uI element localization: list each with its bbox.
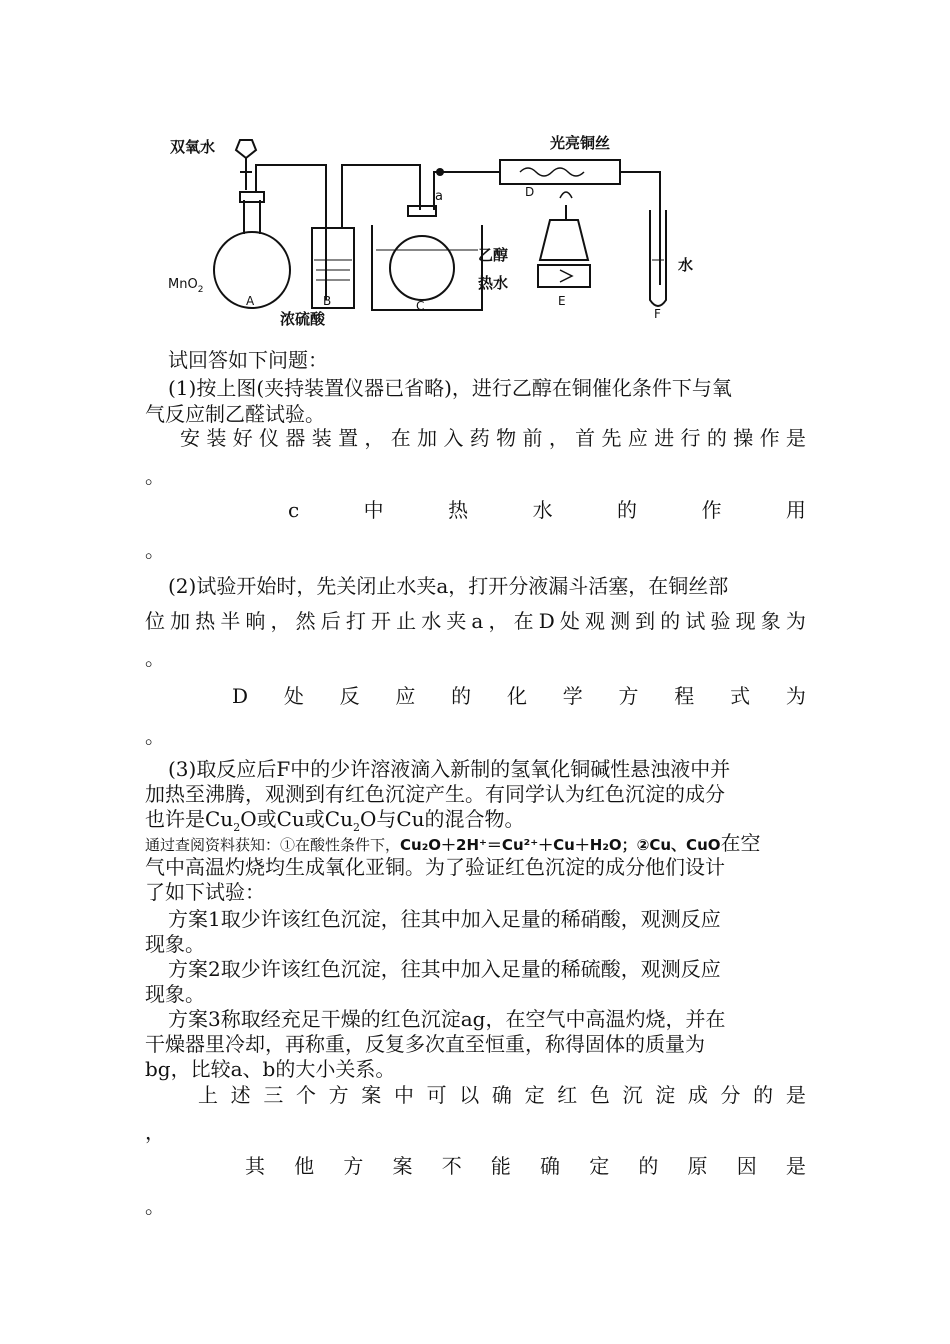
text-char: 方 [328, 1083, 349, 1107]
text-char: 述 [230, 1083, 251, 1107]
text-char: ， [548, 426, 569, 450]
q3-info-line: 通过查阅资料获知：①在酸性条件下，Cu₂O＋2H⁺＝Cu²⁺＋Cu＋H₂O；②Cu、CuO在空 [145, 831, 761, 855]
text-char: 现 [735, 609, 756, 633]
label-bright-copper-wire: 光亮铜丝 [550, 134, 611, 152]
plan3-line1: 方案3称取经充足干燥的红色沉淀ag，在空气中高温灼烧，并在 [168, 1007, 726, 1031]
intro-text: 试回答如下问题： [168, 348, 328, 372]
text-char: 然 [295, 609, 316, 633]
text-char: 应 [395, 684, 416, 708]
q3-line1: (3)取反应后F中的少许溶液滴入新制的氢氧化铜碱性悬浊液中并 [168, 757, 731, 781]
text-char: 确 [540, 1154, 561, 1178]
text-char: 器 [285, 426, 306, 450]
text-char: 观 [584, 609, 605, 633]
text-char: 能 [490, 1154, 511, 1178]
text-char: D [232, 684, 249, 708]
text-char: 是 [785, 1154, 806, 1178]
text-char: 前 [522, 426, 543, 450]
flask-c [390, 236, 454, 300]
label-b: B [323, 294, 332, 308]
text-char: 安 [180, 426, 200, 450]
q3-question-b [245, 1152, 806, 1180]
text-char: 作 [759, 426, 780, 450]
label-d: D [525, 185, 535, 199]
text-char: 学 [562, 684, 583, 708]
bottle-b [312, 228, 354, 308]
plan1-line2: 现象。 [145, 932, 205, 956]
text-char: 在 [390, 426, 411, 450]
text-char: 打 [345, 609, 366, 633]
tube-d [500, 160, 620, 184]
text-char: 原 [687, 1154, 708, 1178]
text-char: 加 [170, 609, 191, 633]
text-char: 行 [680, 426, 701, 450]
q2-answer-b-period: 。 [145, 724, 165, 748]
text-char: 的 [617, 498, 638, 522]
text-char: 中 [363, 498, 384, 522]
text-char: 为 [785, 684, 806, 708]
text-char: 装 [311, 426, 332, 450]
q3-line6: 了如下试验： [145, 880, 265, 904]
label-conc-sulfuric-acid: 浓硫酸 [280, 310, 326, 328]
q2-line1: (2)试验开始时，先关闭止水夹a，打开分液漏斗活塞，在铜丝部 [168, 574, 729, 598]
q1-answer-a-period: 。 [145, 464, 165, 488]
text-char: 热 [448, 498, 469, 522]
q1-question-b [288, 496, 806, 524]
label-hot-water: 热水 [478, 274, 509, 292]
text-char: a [471, 609, 484, 633]
label-water: 水 [678, 256, 694, 274]
text-char: 中 [393, 1083, 414, 1107]
text-char: 水 [532, 498, 553, 522]
test-tube-f [650, 210, 666, 306]
text-char: 可 [426, 1083, 447, 1107]
text-char: 式 [730, 684, 751, 708]
text-char: 方 [343, 1154, 364, 1178]
text-char: 化 [506, 684, 527, 708]
text-char: 应 [627, 426, 648, 450]
text-char: 装 [206, 426, 227, 450]
q1-line2: 气反应制乙醛试验。 [145, 402, 325, 426]
q1-question-a [180, 424, 806, 452]
text-char: 淀 [655, 1083, 676, 1107]
label-e: E [558, 294, 566, 308]
text-char: 是 [785, 426, 806, 450]
label-c: C [416, 299, 425, 313]
plan1-line1: 方案1取少许该红色沉淀，往其中加入足量的稀硝酸，观测反应 [168, 907, 721, 931]
text-char: 的 [660, 609, 681, 633]
text-char: 仪 [259, 426, 280, 450]
text-char: 三 [263, 1083, 284, 1107]
q3-question-a [198, 1081, 806, 1109]
label-clamp-a: a [435, 189, 443, 204]
plan3-line2: 干燥器里冷却，再称重，反复多次直至恒重，称得固体的质量为 [145, 1032, 705, 1056]
label-f: F [654, 307, 661, 321]
text-char: 是 [785, 1083, 806, 1107]
text-char: 象 [760, 609, 781, 633]
text-char: 首 [575, 426, 596, 450]
text-char: 处 [283, 684, 304, 708]
text-char: 止 [396, 609, 417, 633]
text-char: 定 [524, 1083, 545, 1107]
text-char: 物 [496, 426, 517, 450]
text-char: 红 [557, 1083, 578, 1107]
text-char: 验 [710, 609, 731, 633]
q1-answer-b-period: 。 [145, 538, 165, 562]
text-char: 确 [491, 1083, 512, 1107]
text-char: 其 [245, 1154, 265, 1178]
text-char: D [538, 609, 555, 633]
text-char: 的 [451, 684, 472, 708]
text-char: 定 [589, 1154, 610, 1178]
text-char: 方 [618, 684, 639, 708]
text-char: 先 [601, 426, 622, 450]
text-char: 晌 [245, 609, 266, 633]
text-char: 因 [736, 1154, 757, 1178]
text-char: 在 [513, 609, 534, 633]
text-char: 程 [674, 684, 695, 708]
text-char: 试 [685, 609, 706, 633]
text-char: 成 [687, 1083, 708, 1107]
text-char: ， [364, 426, 385, 450]
label-hydrogen-peroxide: 双氧水 [170, 138, 216, 156]
text-char: 热 [195, 609, 216, 633]
text-char: ， [488, 609, 509, 633]
label-a: A [246, 294, 255, 308]
text-char: 作 [701, 498, 722, 522]
label-ethanol: 乙醇 [478, 246, 509, 264]
label-mno2: MnO$_2$ [168, 277, 204, 295]
text-char: c [288, 498, 300, 522]
q3-line3: 也许是$Cu_2O$或Cu或$Cu_2O$与Cu的混合物。 [145, 807, 525, 834]
text-char: 水 [421, 609, 442, 633]
text-char: 上 [198, 1083, 218, 1107]
q2-line2 [145, 607, 806, 635]
q2-question-b [232, 682, 806, 710]
text-char: 色 [589, 1083, 610, 1107]
q2-answer-a-period: 。 [145, 646, 165, 670]
q3-answer-b-period: 。 [145, 1194, 165, 1218]
apparatus-diagram [140, 110, 840, 345]
text-char: 的 [706, 426, 727, 450]
alcohol-lamp-e [540, 220, 588, 260]
text-char: 不 [441, 1154, 462, 1178]
text-char: 以 [459, 1083, 480, 1107]
text-char: 后 [320, 609, 341, 633]
text-char: 为 [785, 609, 806, 633]
q1-line1: (1)按上图(夹持装置仪器已省略)，进行乙醇在铜催化条件下与氧 [168, 376, 732, 400]
text-char: 开 [370, 609, 391, 633]
text-char: ， [270, 609, 291, 633]
text-char: 个 [295, 1083, 316, 1107]
beaker-c [372, 225, 482, 310]
text-char: 的 [638, 1154, 659, 1178]
plan2-line2: 现象。 [145, 982, 205, 1006]
text-char: 用 [785, 498, 806, 522]
plan2-line1: 方案2取少许该红色沉淀，往其中加入足量的稀硫酸，观测反应 [168, 957, 721, 981]
text-char: 他 [294, 1154, 315, 1178]
text-char: 处 [559, 609, 580, 633]
text-char: 半 [220, 609, 241, 633]
text-char: 好 [232, 426, 253, 450]
text-char: 到 [635, 609, 656, 633]
separatory-funnel [236, 140, 256, 158]
text-char: 夹 [446, 609, 467, 633]
plan3-line3: bg，比较a、b的大小关系。 [145, 1057, 396, 1081]
text-char: 药 [469, 426, 490, 450]
text-char: 反 [339, 684, 360, 708]
text-char: 测 [610, 609, 631, 633]
text-char: 加 [417, 426, 438, 450]
text-char: 沉 [622, 1083, 643, 1107]
q3-line5: 气中高温灼烧均生成氧化亚铜。为了验证红色沉淀的成分他们设计 [145, 855, 725, 879]
q3-line2: 加热至沸腾，观测到有红色沉淀产生。有同学认为红色沉淀的成分 [145, 782, 725, 806]
text-char: 案 [361, 1083, 382, 1107]
text-char: 案 [392, 1154, 413, 1178]
text-char: 进 [654, 426, 675, 450]
q3-answer-a-comma: ， [145, 1120, 165, 1144]
clamp-a [436, 168, 444, 176]
text-char: 分 [720, 1083, 741, 1107]
text-char: 位 [145, 609, 165, 633]
text-char: 入 [443, 426, 464, 450]
text-char: 操 [733, 426, 754, 450]
text-char: 的 [753, 1083, 774, 1107]
text-char: 置 [338, 426, 359, 450]
